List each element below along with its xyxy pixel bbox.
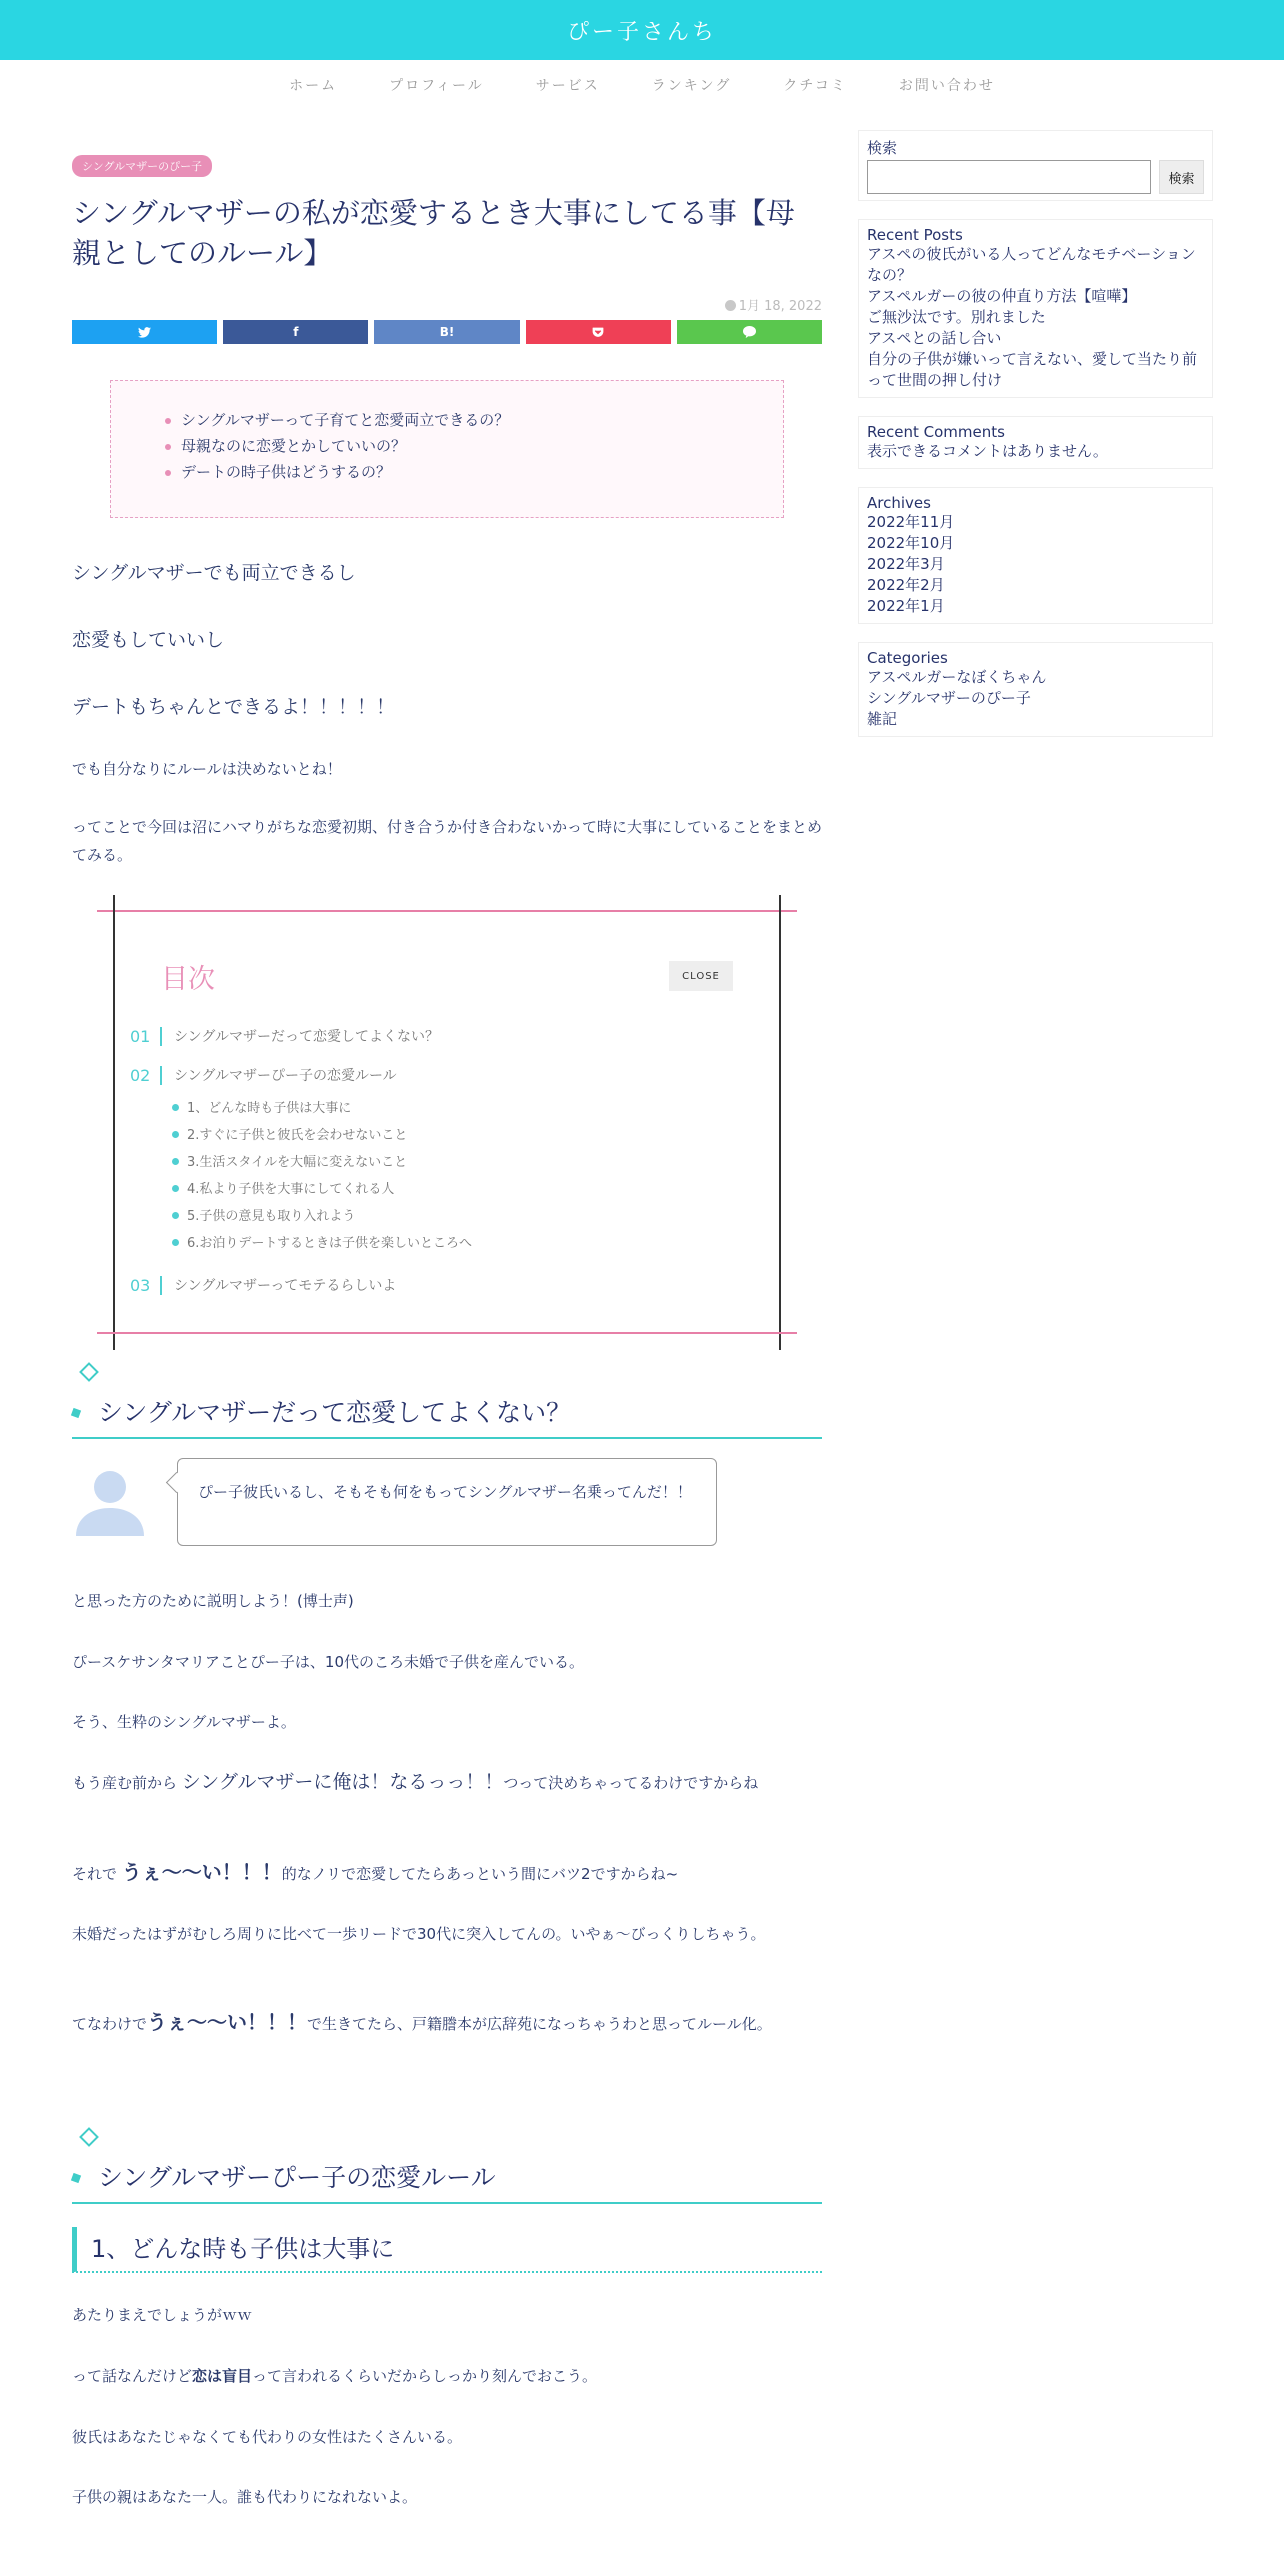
share-hatena-button[interactable]: [374, 320, 519, 344]
archive-link[interactable]: 2022年3月: [867, 555, 945, 573]
recent-post-link[interactable]: アスペルガーの彼の仲直り方法【喧嘩】: [867, 287, 1137, 305]
section-heading-2: [72, 2158, 822, 2204]
intro-text-2: 恋愛もしていいし: [72, 629, 225, 651]
archive-link[interactable]: 2022年2月: [867, 576, 945, 594]
toc-item-label: シングルマザーってモテるらしいよ: [174, 1278, 397, 1294]
body-text-part: てなわけで: [72, 2015, 148, 2033]
site-header: [0, 0, 1284, 60]
section-heading-text: シングルマザーだって恋愛してよくない？: [98, 1398, 572, 1427]
recent-post-link[interactable]: アスペとの話し合い: [867, 329, 1002, 347]
share-facebook-button[interactable]: [223, 320, 368, 344]
toc-subitem-5[interactable]: 5.子供の意見も取り入れよう: [172, 1205, 355, 1224]
recent-post-link[interactable]: ご無沙汰です。別れました: [867, 308, 1046, 326]
share-buttons: [72, 320, 822, 344]
toc-item-2[interactable]: [130, 1065, 397, 1085]
widget-title: 検索: [867, 139, 898, 157]
body-text-part: それで: [72, 1865, 122, 1883]
diamond-icon: [79, 1362, 99, 1382]
emphasis-text: シングルマザーに俺は！なるっっ！！: [181, 1771, 504, 1793]
toc-subitem-3[interactable]: 3.生活スタイルを大幅に変えないこと: [172, 1151, 407, 1170]
toc-title: 目次: [161, 964, 215, 995]
intro-text-3: デートもちゃんとできるよ！！！！！: [72, 696, 396, 718]
post-title: シングルマザーの私が恋愛するとき大事にしてる事【母親としてのルール】: [72, 196, 795, 270]
recent-posts-widget: [858, 219, 1213, 398]
body-text: [72, 1858, 822, 1888]
archive-link[interactable]: 2022年11月: [867, 513, 955, 531]
toc-item-number: 01: [130, 1027, 162, 1046]
body-text: [72, 1768, 822, 1797]
user-avatar-icon: [72, 1460, 148, 1536]
body-text-part: で生きてたら、戸籍謄本が広辞苑になっちゃうわと思ってルール化。: [307, 2015, 772, 2033]
body-text: と思った方のために説明しよう！(博士声): [72, 1592, 354, 1610]
body-text: [72, 2362, 822, 2390]
nav-item-home[interactable]: ホーム: [289, 78, 338, 94]
body-text: 未婚だったはずがむしろ周りに比べて一歩リードで30代に突入してんの。いやぁ～びっくりしちゃう。: [72, 1925, 766, 1943]
toc-item-label: シングルマザーだって恋愛してよくない？: [174, 1029, 439, 1045]
search-input[interactable]: [867, 160, 1151, 194]
search-form: [867, 160, 1204, 194]
sidebar: [858, 130, 1213, 755]
categories-widget: [858, 642, 1213, 737]
global-nav: [0, 60, 1284, 110]
body-text: [72, 2008, 822, 2038]
recent-post-link[interactable]: 自分の子供が嫌いって言えない、愛して当たり前って世間の押し付け: [867, 350, 1198, 389]
twitter-icon: [138, 327, 151, 338]
toc-subitem-2[interactable]: 2.すぐに子供と彼氏を会わせないこと: [172, 1124, 407, 1143]
body-text: そう、生粋のシングルマザーよ。: [72, 1713, 296, 1731]
category-link[interactable]: アスペルガーなぼくちゃん: [867, 668, 1047, 686]
intro-text-1: シングルマザーでも両立できるし: [72, 562, 356, 584]
summary-list: [163, 407, 733, 485]
emphasis-text: うぇ～～い！！！: [121, 1860, 282, 1884]
toc-left-border: [113, 895, 115, 1350]
share-line-button[interactable]: [677, 320, 822, 344]
emphasis-text: うぇ～～い！！！: [147, 2010, 308, 2034]
body-text: 子供の親はあなた一人。誰も代わりになれないよ。: [72, 2488, 418, 2506]
clock-icon: [725, 300, 736, 311]
site-title[interactable]: ぴー子さんち: [566, 19, 717, 45]
category-link[interactable]: シングルマザーのぴー子: [867, 689, 1031, 707]
toc-item-number: 02: [130, 1066, 162, 1085]
summary-item: シングルマザーって子育てと恋愛両立できるの？: [163, 407, 733, 433]
body-text-part: つって決めちゃってるわけですからね: [503, 1774, 759, 1792]
body-text-part: もう産む前から: [72, 1774, 182, 1792]
toc-item-label: シングルマザーぴー子の恋愛ルール: [174, 1068, 397, 1084]
toc-right-border: [779, 895, 781, 1350]
section-heading-1: [72, 1393, 822, 1439]
summary-item: 母親なのに恋愛とかしていいの？: [163, 433, 733, 459]
section-heading-text: シングルマザーぴー子の恋愛ルール: [98, 2163, 496, 2192]
table-of-contents: [97, 895, 797, 1350]
intro-text-5: ってことで今回は沼にハマりがちな恋愛初期、付き合うか付き合わないかって時に大事にしていることをまとめてみる。: [72, 818, 823, 864]
toc-close-button[interactable]: CLOSE: [669, 961, 733, 991]
category-link[interactable]: 雑記: [867, 710, 898, 728]
nav-item-service[interactable]: サービス: [535, 78, 600, 94]
body-text-part: って言われるくらいだからしっかり刻んでおこう。: [252, 2367, 598, 2385]
toc-subitem-4[interactable]: 4.私より子供を大事にしてくれる人: [172, 1178, 394, 1197]
toc-item-1[interactable]: [130, 1026, 439, 1046]
recent-comments-widget: [858, 416, 1213, 469]
body-text: 彼氏はあなたじゃなくても代わりの女性はたくさんいる。: [72, 2428, 463, 2446]
recent-post-link[interactable]: アスペの彼氏がいる人ってどんなモチベーションなの？: [867, 245, 1196, 284]
archive-link[interactable]: 2022年10月: [867, 534, 955, 552]
toc-item-3[interactable]: [130, 1275, 396, 1295]
toc-top-border: [97, 910, 797, 912]
widget-title: Recent Comments: [867, 423, 1005, 441]
body-text-part: って話なんだけど: [72, 2367, 193, 2385]
nav-item-reviews[interactable]: クチコミ: [783, 78, 847, 94]
widget-title: Categories: [867, 649, 948, 667]
emphasis-text: 恋は盲目: [192, 2367, 253, 2385]
no-comments-text: 表示できるコメントはありません。: [867, 442, 1108, 460]
body-text: あたりまえでしょうがｗｗ: [72, 2306, 253, 2324]
toc-subitem-6[interactable]: 6.お泊りデートするときは子供を楽しいところへ: [172, 1232, 472, 1251]
nav-item-contact[interactable]: お問い合わせ: [898, 78, 995, 94]
toc-bottom-border: [97, 1332, 797, 1334]
summary-item: デートの時子供はどうするの？: [163, 459, 733, 485]
diamond-icon: [79, 2127, 99, 2147]
share-twitter-button[interactable]: [72, 320, 217, 344]
post-date-text: 1月 18, 2022: [738, 299, 822, 314]
widget-title: Recent Posts: [867, 226, 963, 244]
search-button[interactable]: 検索: [1159, 160, 1204, 194]
widget-title: Archives: [867, 494, 931, 512]
category-badge[interactable]: シングルマザーのぴー子: [72, 155, 212, 177]
search-widget: [858, 130, 1213, 201]
nav-item-ranking[interactable]: ランキング: [651, 78, 732, 94]
body-text: ぴースケサンタマリアことぴー子は、10代のころ未婚で子供を産んでいる。: [72, 1653, 584, 1671]
summary-point-box: [110, 380, 784, 518]
facebook-icon: f: [293, 325, 299, 339]
post-date: [72, 295, 822, 314]
toc-item-number: 03: [130, 1276, 162, 1295]
toc-subitem-1[interactable]: 1、どんな時も子供は大事に: [172, 1097, 351, 1116]
hatena-icon: B!: [439, 325, 455, 339]
pocket-icon: [592, 327, 604, 338]
intro-text-4: でも自分なりにルールは決めないとね！: [72, 760, 342, 778]
article: [72, 155, 823, 2506]
archives-widget: [858, 487, 1213, 624]
subsection-heading: 1、どんな時も子供は大事に: [72, 2227, 822, 2273]
speech-bubble: ぴー子彼氏いるし、そもそも何をもってシングルマザー名乗ってんだ！！: [177, 1458, 717, 1546]
share-pocket-button[interactable]: [526, 320, 671, 344]
line-icon: [743, 326, 756, 338]
archive-link[interactable]: 2022年1月: [867, 597, 945, 615]
nav-item-profile[interactable]: プロフィール: [389, 78, 484, 94]
body-text-part: 的なノリで恋愛してたらあっという間にバツ2ですからね~: [281, 1865, 679, 1883]
